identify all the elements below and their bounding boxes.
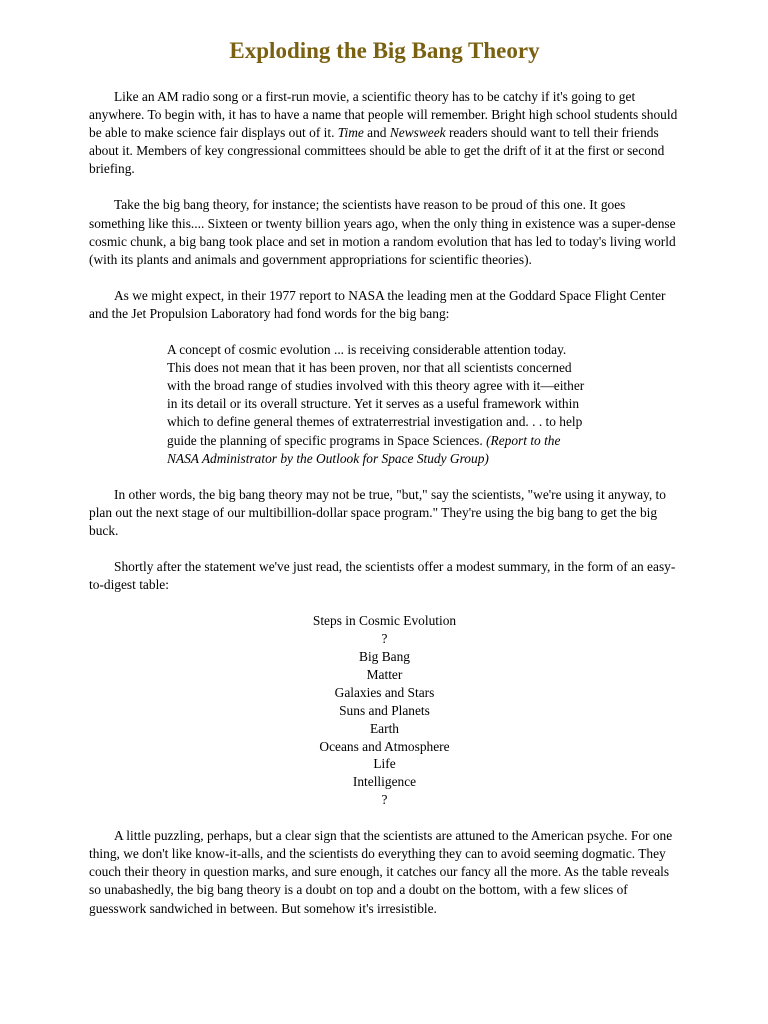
- cosmic-evolution-table: [89, 612, 680, 809]
- paragraph-3: As we might expect, in their 1977 report to NASA the leading men at the Goddard Space Flight Center and the Jet Propulsion Laboratory had fond words for the big bang:: [89, 287, 666, 321]
- step-item: Intelligence: [352, 774, 417, 790]
- step-item: Galaxies and Stars: [334, 684, 435, 700]
- step-item: ?: [381, 792, 388, 808]
- page-title: Exploding the Big Bang Theory: [229, 38, 540, 63]
- paragraph-6: A little puzzling, perhaps, but a clear sign that the scientists are attuned to the American psyche. For one thing, we don't like know-it-alls, and the scientists do everything they can to avoid seeming dogmatic. They couch their theory in question marks, and sure enough, it catches our fancy all the more. As the table reveals so unabashedly, the big bang theory is a doubt on top and a doubt on the bottom, with a few slices of guesswork sandwiched in between. But somehow it's irresistible.: [89, 828, 673, 916]
- step-item: Big Bang: [359, 648, 410, 664]
- quote-citation: (Report to the NASA Administrator by the Outlook for Space Study Group): [167, 432, 561, 466]
- newsweek-magazine-title: Newsweek: [389, 125, 446, 141]
- paragraph-2: Take the big bang theory, for instance; the scientists have reason to be proud of this one. It goes something like this.... Sixteen or twenty billion years ago, when the only thing in existence was a super-dense cosmic chunk, a big bang took place and set in motion a random evolution that has led to today's living world (with its plants and animals and government appropriations for scientific theories).: [89, 197, 676, 267]
- step-item: Life: [373, 756, 396, 772]
- paragraph-1-text-a: Like an AM radio song or a first-run movie, a scientific theory has to be catchy if it's going to get anywhere. To begin with, it has to have a name that people will remember. Bright high school students should be able to make science fair displays out of it.: [89, 89, 678, 141]
- cosmic-evolution-heading: Steps in Cosmic Evolution: [312, 613, 457, 629]
- step-item: Earth: [370, 720, 399, 736]
- paragraph-1-text-b: readers should want to tell their friends about it. Members of key congressional committees should be able to get the drift of it at the first or second briefing.: [89, 125, 665, 177]
- step-item: Suns and Planets: [339, 702, 430, 718]
- step-item: ?: [381, 631, 388, 647]
- document-page: [89, 36, 680, 936]
- paragraph-1-and: and: [363, 125, 390, 141]
- paragraph-4: In other words, the big bang theory may not be true, "but," say the scientists, "we're using it anyway, to plan out the next stage of our multibillion-dollar space program." They're using the big bang to get the big buck.: [89, 486, 666, 538]
- step-item: Oceans and Atmosphere: [319, 738, 450, 754]
- time-magazine-title: Time: [337, 125, 364, 141]
- nasa-report-quote: [167, 341, 587, 468]
- step-item: Matter: [366, 666, 403, 682]
- quote-text: A concept of cosmic evolution ... is receiving considerable attention today. This does not mean that it has been proven, nor that all scientists concerned with the broad range of studies involved with this theory agree with it—either in its detail or its overall structure. Yet it serves as a useful framework within which to define general themes of extraterrestrial investigation and. . . to help guide the planning of specific programs in Space Sciences.: [167, 342, 585, 448]
- paragraph-5: Shortly after the statement we've just read, the scientists offer a modest summary, in the form of an easy-to-digest table:: [89, 558, 676, 593]
- paragraph-1: [89, 88, 680, 178]
